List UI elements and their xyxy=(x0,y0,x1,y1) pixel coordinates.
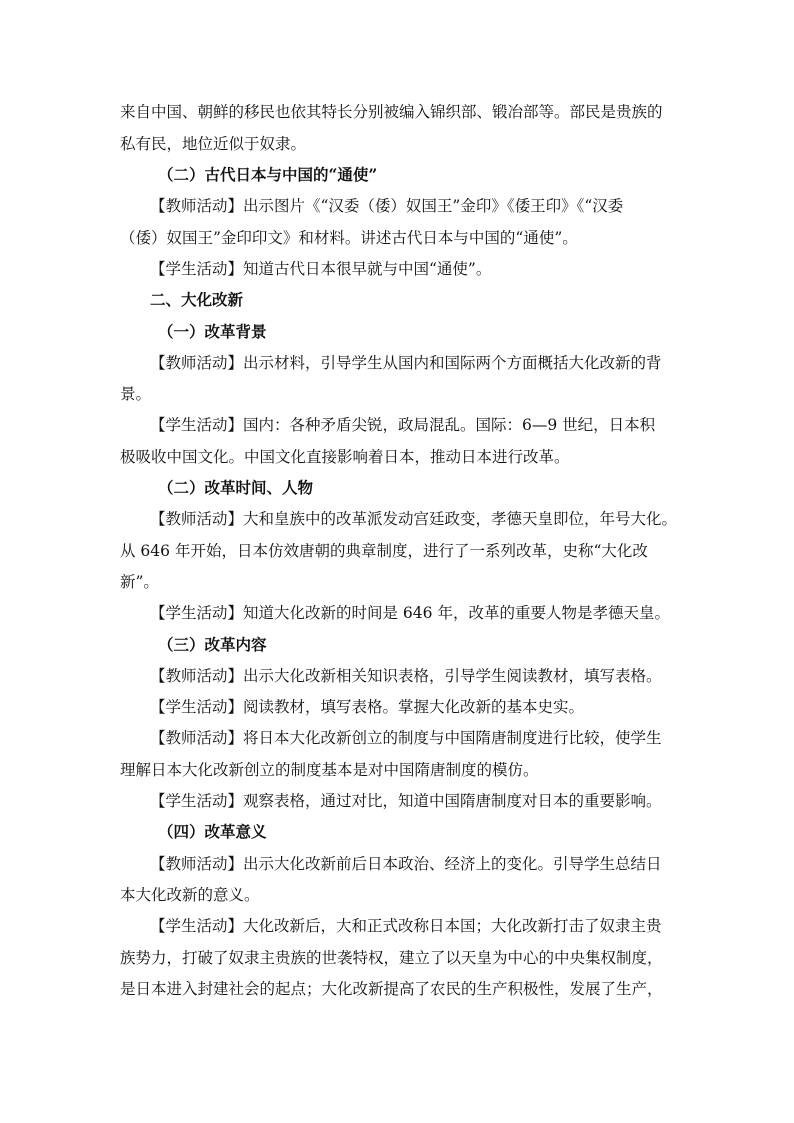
student-activity-line: 【学生活动】知道古代日本很早就与中国“通使”。 xyxy=(150,260,492,278)
body-text-line: 私有民，地位近似于奴隶。 xyxy=(120,135,307,153)
student-activity-line: 【学生活动】观察表格，通过对比，知道中国隋唐制度对日本的重要影响。 xyxy=(150,792,662,810)
body-text-line: （倭）奴国王”金印印文》和材料。讲述古代日本与中国的“通使”。 xyxy=(120,229,578,247)
section-heading: （二）改革时间、人物 xyxy=(158,478,314,497)
student-activity-line: 【学生活动】知道大化改新的时间是 646 年，改革的重要人物是孝德天皇。 xyxy=(150,604,670,622)
body-text-line: 来自中国、朝鲜的移民也依其特长分别被编入锦织部、锻冶部等。部民是贵族的 xyxy=(120,103,663,121)
teacher-activity-line: 【教师活动】出示材料，引导学生从国内和国际两个方面概括大化改新的背 xyxy=(150,354,662,372)
section-heading: （二）古代日本与中国的“通使” xyxy=(158,165,378,184)
teacher-activity-line: 【教师活动】出示图片《“汉委（倭）奴国王”金印》《倭王印》《“汉委 xyxy=(150,197,624,215)
chapter-heading: 二、大化改新 xyxy=(150,290,244,309)
body-text-line: 从 646 年开始，日本仿效唐朝的典章制度，进行了一系列改革，史称“大化改 xyxy=(120,542,648,560)
teacher-activity-line: 【教师活动】大和皇族中的改革派发动宫廷政变，孝德天皇即位，年号大化。 xyxy=(150,510,678,528)
teacher-activity-line: 【教师活动】将日本大化改新创立的制度与中国隋唐制度进行比较，使学生 xyxy=(150,729,662,747)
body-text-line: 新”。 xyxy=(120,573,159,591)
section-heading: （一）改革背景 xyxy=(158,322,267,341)
body-text-line: 景。 xyxy=(120,385,152,403)
body-text-line: 族势力，打破了奴隶主贵族的世袭特权，建立了以天皇为中心的中央集权制度， xyxy=(120,949,663,967)
body-text-line: 极吸收中国文化。中国文化直接影响着日本，推动日本进行改革。 xyxy=(120,448,570,466)
teacher-activity-line: 【教师活动】出示大化改新前后日本政治、经济上的变化。引导学生总结日 xyxy=(150,855,662,873)
student-activity-line: 【学生活动】阅读教材，填写表格。掌握大化改新的基本史实。 xyxy=(150,698,585,716)
student-activity-line: 【学生活动】大化改新后，大和正式改称日本国；大化改新打击了奴隶主贵 xyxy=(150,917,662,935)
body-text-line: 理解日本大化改新创立的制度基本是对中国隋唐制度的模仿。 xyxy=(120,761,539,779)
section-heading: （三）改革内容 xyxy=(158,635,267,654)
section-heading: （四）改革意义 xyxy=(158,822,267,841)
teacher-activity-line: 【教师活动】出示大化改新相关知识表格，引导学生阅读教材，填写表格。 xyxy=(150,667,662,685)
body-text-line: 是日本进入封建社会的起点；大化改新提高了农民的生产积极性，发展了生产， xyxy=(120,980,663,998)
body-text-line: 本大化改新的意义。 xyxy=(120,886,260,904)
student-activity-line: 【学生活动】国内：各种矛盾尖锐，政局混乱。国际：6—9 世纪，日本积 xyxy=(150,416,656,434)
